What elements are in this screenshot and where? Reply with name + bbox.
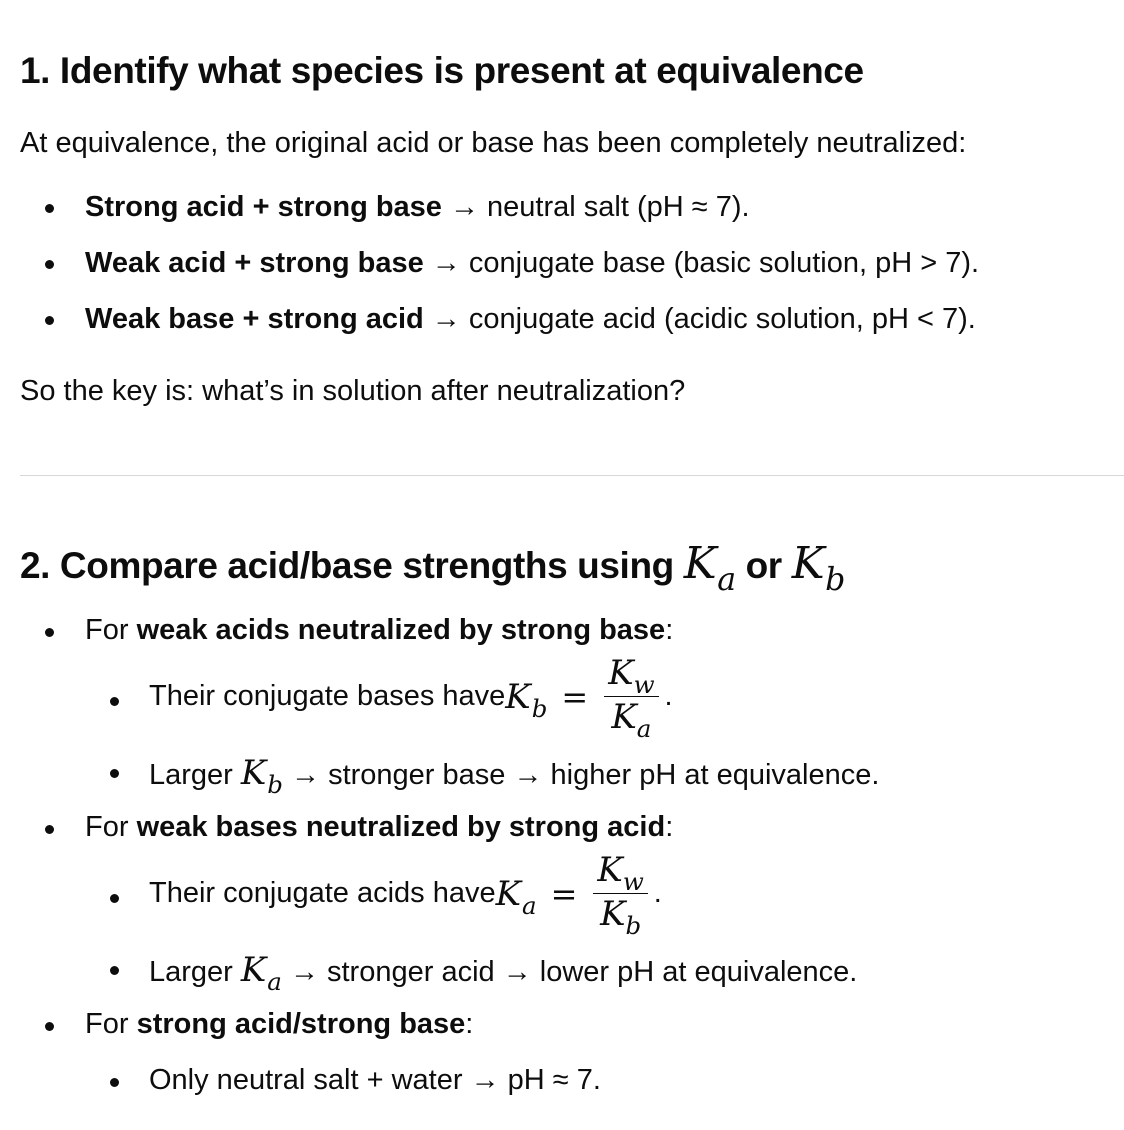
list-item: Their conjugate bases have $K_b$ = $\frac{K_w}{K_a}$ . bbox=[149, 653, 673, 744]
bullet-icon bbox=[45, 316, 54, 325]
list-item: For weak acids neutralized by strong base: bbox=[85, 614, 674, 646]
list-item: For weak bases neutralized by strong acid: bbox=[85, 811, 674, 843]
list-item: Only neutral salt + water → pH ≈ 7. bbox=[149, 1064, 601, 1096]
kb-symbol: $K_b$ bbox=[791, 538, 846, 599]
list-item: For strong acid/strong base: bbox=[85, 1008, 474, 1040]
list-item: Weak base + strong acid → conjugate acid (acidic solution, pH < 7). bbox=[85, 303, 976, 335]
bullet-icon bbox=[110, 966, 119, 975]
bullet-icon bbox=[45, 204, 54, 213]
list-item: Larger $K_b$ → stronger base → higher pH at equivalence. bbox=[149, 753, 880, 800]
bullet-icon bbox=[45, 628, 54, 637]
section-1-heading: 1. Identify what species is present at equivalence bbox=[20, 50, 864, 91]
ka-symbol: $K_a$ bbox=[683, 538, 736, 599]
bullet-icon bbox=[45, 825, 54, 834]
list-item: Strong acid + strong base → neutral salt (pH ≈ 7). bbox=[85, 191, 750, 223]
fraction-kw-over-kb: $\frac{K_w}{K_b}$ bbox=[593, 850, 647, 937]
list-item: Their conjugate acids have $K_a$ = $\frac{K_w}{K_b}$ . bbox=[149, 850, 662, 941]
divider bbox=[20, 475, 1124, 476]
section-2-heading: 2. Compare acid/base strengths using $K_a$ or $K_b$ bbox=[20, 538, 846, 599]
bullet-icon bbox=[110, 1078, 119, 1087]
bullet-icon bbox=[110, 894, 119, 903]
fraction-kw-over-ka: $\frac{K_w}{K_a}$ bbox=[604, 653, 658, 740]
bullet-icon bbox=[110, 769, 119, 778]
list-item: Larger $K_a$ → stronger acid → lower pH at equivalence. bbox=[149, 950, 858, 997]
bullet-icon bbox=[45, 1022, 54, 1031]
bullet-icon bbox=[45, 260, 54, 269]
section-1-closing: So the key is: what’s in solution after neutralization? bbox=[20, 375, 686, 407]
section-1-intro: At equivalence, the original acid or base has been completely neutralized: bbox=[20, 127, 967, 159]
bullet-icon bbox=[110, 697, 119, 706]
list-item: Weak acid + strong base → conjugate base (basic solution, pH > 7). bbox=[85, 247, 980, 279]
